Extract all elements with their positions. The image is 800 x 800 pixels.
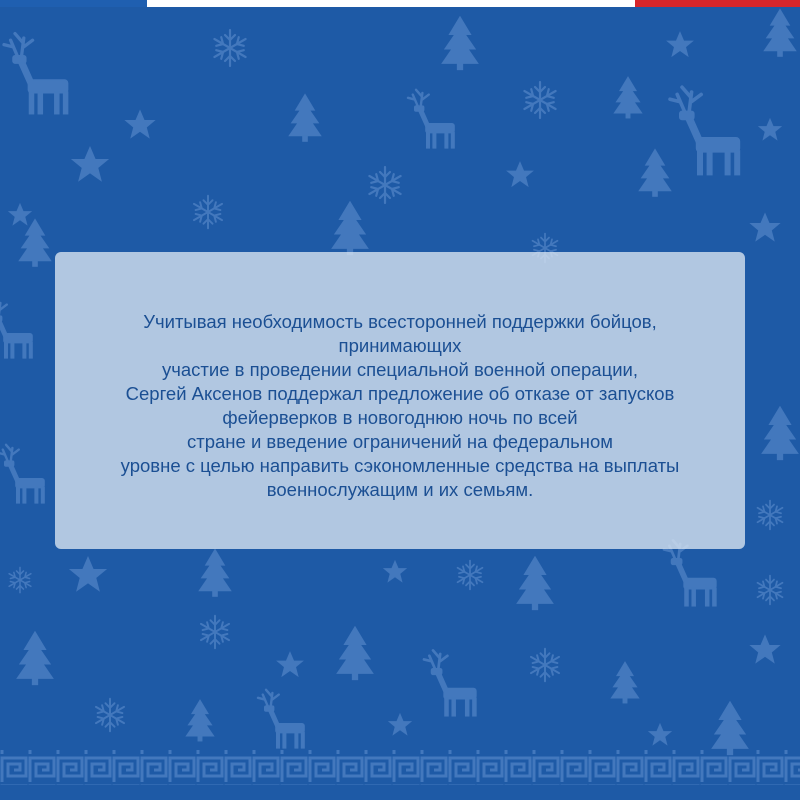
star-icon (507, 162, 533, 186)
announcement-card (55, 252, 745, 549)
star-icon (384, 561, 406, 582)
announcement-line: военнослужащим и их семьям. (266, 478, 534, 500)
christmas-tree-icon (289, 94, 321, 141)
snowflake-icon (192, 196, 225, 228)
christmas-tree-icon (517, 557, 553, 610)
snowflake-icon (756, 576, 785, 605)
star-icon (751, 636, 780, 663)
christmas-tree-icon (764, 9, 796, 56)
snowflake-icon (7, 567, 32, 592)
snowflake-icon (199, 616, 232, 648)
star-icon (70, 557, 105, 590)
snowflake-icon (529, 649, 562, 681)
snowflake-icon (94, 699, 127, 731)
christmas-tree-icon (199, 549, 231, 596)
star-icon (389, 714, 411, 735)
reindeer-icon (258, 690, 304, 748)
christmas-tree-icon (611, 662, 639, 703)
announcement-line: стране и введение ограничений на федеральном (187, 430, 613, 452)
announcement-line: фейерверков в новогоднюю ночь по всей (222, 406, 578, 428)
star-icon (277, 652, 303, 676)
announcement-line: участие в проведении специальной военной операции, (162, 358, 638, 380)
star-icon (9, 204, 31, 225)
christmas-tree-icon (639, 149, 671, 196)
christmas-tree-icon (17, 632, 53, 685)
star-icon (667, 32, 693, 56)
snowflake-icon (522, 82, 558, 118)
star-icon (126, 111, 155, 138)
christmas-tree-icon (332, 202, 368, 255)
snowflake-icon (756, 501, 785, 530)
star-icon (759, 119, 781, 140)
christmas-tree-icon (762, 407, 798, 460)
greek-key-border (0, 750, 800, 785)
reindeer-icon (670, 87, 740, 175)
announcement-line: принимающих (338, 334, 462, 356)
snowflake-icon (367, 167, 403, 203)
announcement-line: Учитывая необходимость всесторонней поддержки бойцов, (143, 310, 657, 332)
christmas-tree-icon (19, 219, 51, 266)
reindeer-icon (0, 300, 32, 358)
christmas-tree-icon (442, 17, 478, 70)
christmas-tree-icon (614, 77, 642, 118)
announcement-line: Сергей Аксенов поддержал предложение об отказе от запусков (125, 382, 675, 404)
snowflake-icon (212, 30, 248, 66)
star-icon (72, 147, 107, 180)
reindeer-icon (0, 445, 44, 503)
reindeer-icon (408, 90, 454, 148)
reindeer-icon (664, 540, 716, 606)
announcement-line: уровне с целью направить сэкономленные средства на выплаты (120, 454, 680, 476)
reindeer-icon (4, 34, 68, 114)
christmas-tree-icon (337, 627, 373, 680)
snowflake-icon (456, 561, 485, 590)
christmas-tree-icon (186, 700, 214, 741)
star-icon (751, 214, 780, 241)
star-icon (649, 724, 671, 745)
reindeer-icon (424, 650, 476, 716)
christmas-tree-icon (712, 702, 748, 755)
